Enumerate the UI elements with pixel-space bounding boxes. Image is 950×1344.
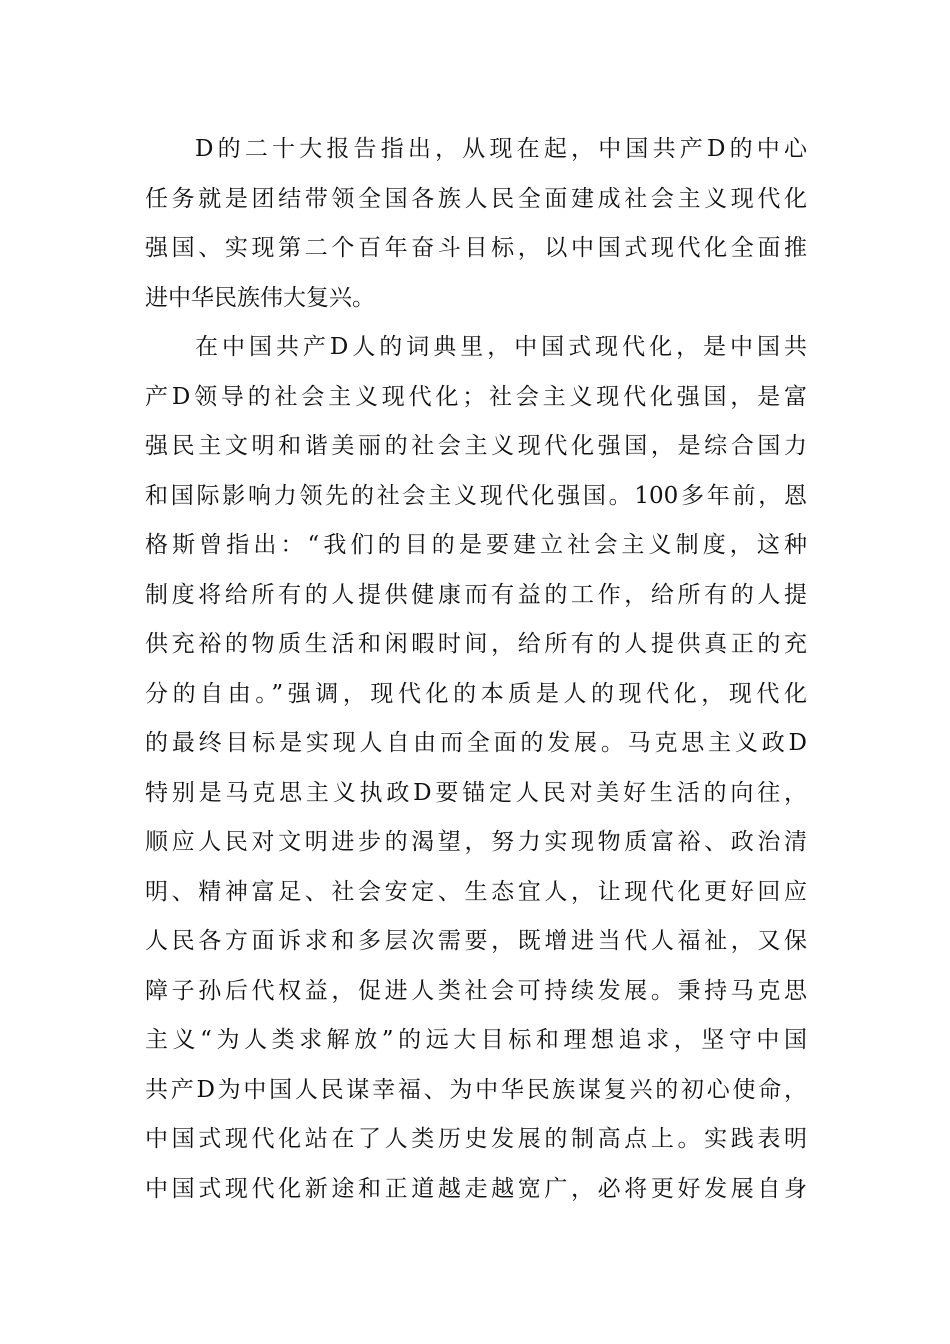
paragraph-2-line-18: 中国式现代化新途和正道越走越宽广，必将更好发展自身 <box>145 1175 807 1202</box>
paragraph-1-line-3: 强国、实现第二个百年奋斗目标，以中国式现代化全面推 <box>145 235 807 261</box>
paragraph-1-line-4: 进中华民族伟大复兴。 <box>145 284 375 311</box>
paragraph-2-line-5: 格斯曾指出：“我们的目的是要建立社会主义制度，这种 <box>145 532 807 558</box>
paragraph-2-line-2: 产D领导的社会主义现代化；社会主义现代化强国，是富 <box>145 383 807 410</box>
paragraph-2-line-17: 中国式现代化站在了人类历史发展的制高点上。实践表明 <box>145 1126 807 1152</box>
paragraph-2-line-7: 供充裕的物质生活和闲暇时间，给所有的人提供真正的充 <box>145 631 807 657</box>
paragraph-2-line-16: 共产D为中国人民谋幸福、为中华民族谋复兴的初心使命， <box>145 1076 807 1103</box>
paragraph-2-line-3: 强民主文明和谐美丽的社会主义现代化强国，是综合国力 <box>145 433 807 459</box>
paragraph-2-line-8: 分的自由。”强调，现代化的本质是人的现代化，现代化 <box>145 680 807 707</box>
paragraph-2-line-9: 的最终目标是实现人自由而全面的发展。马克思主义政D <box>145 730 807 756</box>
paragraph-1-line-2: 任务就是团结带领全国各族人民全面建成社会主义现代化 <box>145 185 807 212</box>
paragraph-2-line-13: 人民各方面诉求和多层次需要，既增进当代人福祉，又保 <box>145 928 807 954</box>
document-body <box>145 125 807 1214</box>
paragraph-1-line-1: D的二十大报告指出，从现在起，中国共产D的中心 <box>195 136 807 162</box>
paragraph-2-line-15: 主义“为人类求解放”的远大目标和理想追求，坚守中国 <box>145 1027 807 1053</box>
paragraph-2-line-11: 顺应人民对文明进步的渴望，努力实现物质富裕、政治清 <box>145 829 807 855</box>
paragraph-2-line-1: 在中国共产D人的词典里，中国式现代化，是中国共 <box>195 334 807 360</box>
paragraph-2-line-4: 和国际影响力领先的社会主义现代化强国。100多年前，恩 <box>145 482 807 509</box>
paragraph-2-line-10: 特别是马克思主义执政D要锚定人民对美好生活的向往， <box>145 779 807 806</box>
paragraph-2-line-12: 明、精神富足、社会安定、生态宜人，让现代化更好回应 <box>145 878 807 905</box>
paragraph-2-line-6: 制度将给所有的人提供健康而有益的工作，给所有的人提 <box>145 581 807 608</box>
paragraph-2-line-14: 障子孙后代权益，促进人类社会可持续发展。秉持马克思 <box>145 977 807 1004</box>
